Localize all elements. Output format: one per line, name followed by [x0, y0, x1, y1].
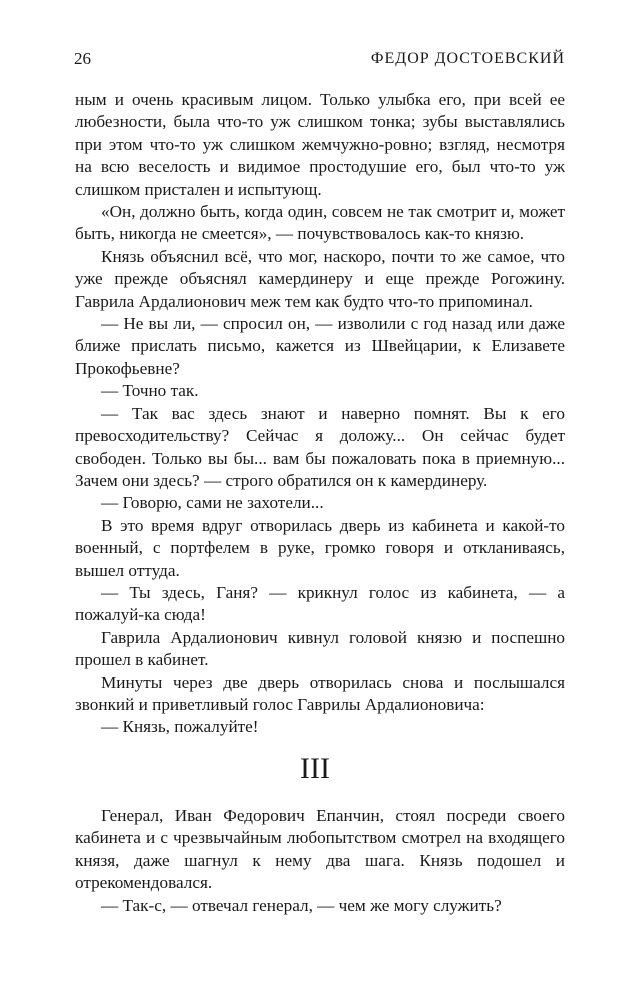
- paragraph: ным и очень красивым лицом. Только улыбка его, при всей ее любезности, была что-то уж слишком тонка; зубы выставлялись при этом что-то уж слишком жемчужно-ровно; взгляд, несмотря на всю веселость и видимое простодушие его, был что-то уж слишком пристален и испытующ.: [75, 90, 565, 199]
- paragraph: — Так вас здесь знают и наверно помнят. Вы к его превосходительству? Сейчас я доложу... Он сейчас будет свободен. Только вы бы... вам бы пожаловать пока в приемную... Зачем они здесь? — строго обратился он к камердинеру.: [75, 403, 565, 490]
- paragraph: «Он, должно быть, когда один, совсем не так смотрит и, может быть, никогда не смеется», — почувствовалось как-то князю.: [75, 202, 565, 244]
- paragraph: — Так-с, — отвечал генерал, — чем же могу служить?: [101, 895, 502, 915]
- paragraph: Генерал, Иван Федорович Епанчин, стоял посреди своего кабинета и с чрезвычайным любопытством смотрел на входящего князя, даже шагнул к нему два шага. Князь подошел и отрекомендовался.: [75, 806, 565, 893]
- running-head: ФЕДОР ДОСТОЕВСКИЙ: [370, 50, 565, 67]
- paragraph: — Говорю, сами не захотели...: [101, 493, 324, 513]
- paragraph: В это время вдруг отворилась дверь из кабинета и какой-то военный, с портфелем в руке, громко говоря и откланиваясь, вышел оттуда.: [75, 515, 565, 580]
- paragraph: — Князь, пожалуйте!: [101, 717, 259, 737]
- page-number: 26: [74, 49, 91, 68]
- paragraph: Минуты через две дверь отворилась снова и послышался звонкий и приветливый голос Гаврилы Ардалионовича:: [75, 672, 565, 714]
- text-block: [75, 805, 565, 917]
- chapter-heading: III: [300, 752, 330, 785]
- paragraph: — Точно так.: [101, 381, 199, 401]
- paragraph: — Ты здесь, Ганя? — крикнул голос из кабинета, — а пожалуй-ка сюда!: [75, 582, 565, 625]
- text-block: [75, 89, 565, 739]
- paragraph: Гаврила Ардалионович кивнул головой князю и поспешно прошел в кабинет.: [75, 627, 565, 670]
- paragraph: — Не вы ли, — спросил он, — изволили с год назад или даже ближе прислать письмо, кажется из Швейцарии, к Елизавете Прокофьевне?: [75, 314, 565, 378]
- paragraph: Князь объяснил всё, что мог, наскоро, почти то же самое, что уже прежде объяснял камердинеру и еще прежде Рогожину. Гаврила Ардалионович меж тем как будто что-то припоминал.: [75, 246, 565, 311]
